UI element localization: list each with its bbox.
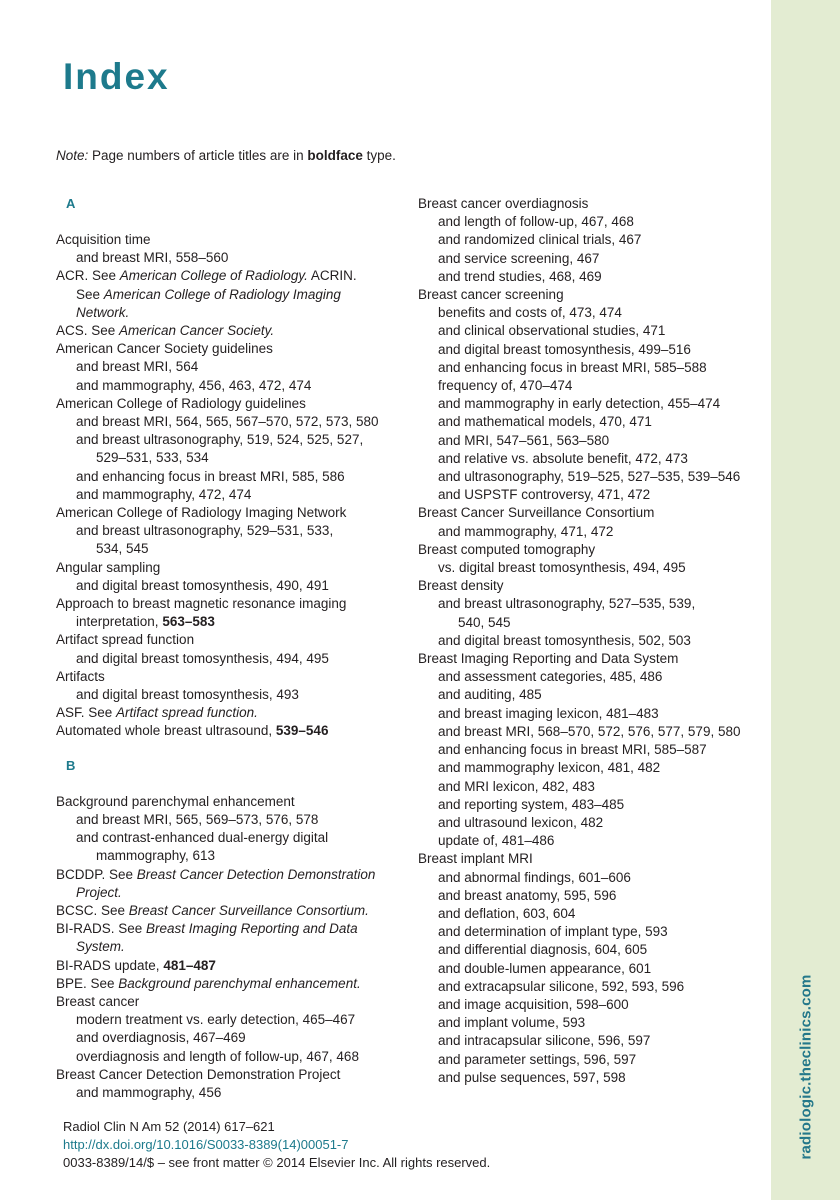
entry-crossref: Background parenchymal enhancement. (118, 975, 361, 991)
index-subentry: and breast MRI, 564 (76, 359, 199, 375)
index-subentry: and mammography, 471, 472 (438, 523, 614, 539)
index-subentry: and breast MRI, 565, 569–573, 576, 578 (76, 811, 319, 827)
index-subentry: and mammography in early detection, 455–474 (438, 396, 721, 412)
index-subentry: and breast anatomy, 595, 596 (438, 887, 617, 903)
index-entry: Angular sampling (56, 559, 161, 575)
index-entry: Breast density (418, 578, 504, 594)
journal-citation: Radiol Clin N Am 52 (2014) 617–621 (63, 1119, 275, 1134)
index-subentry: and clinical observational studies, 471 (438, 323, 666, 339)
note-text-2: type. (362, 148, 396, 163)
index-subentry: and enhancing focus in breast MRI, 585, 586 (76, 468, 345, 484)
entry-crossref: Breast Cancer Detection Demonstration (136, 866, 376, 882)
page-title: Index (63, 56, 170, 97)
index-entry (56, 704, 401, 722)
index-subentry: and MRI, 547–561, 563–580 (438, 432, 610, 448)
entry-text: BCSC. See (56, 902, 129, 918)
index-entry-continued (56, 286, 401, 304)
index-entry: Breast Imaging Reporting and Data System (418, 651, 679, 667)
section-letter-a: A (66, 196, 76, 211)
entry-crossref: American College of Radiology Imaging (103, 286, 341, 302)
index-entry (56, 866, 401, 884)
index-entry: Breast cancer screening (418, 287, 564, 303)
index-subentry: and deflation, 603, 604 (438, 905, 576, 921)
index-entry: Artifact spread function (56, 632, 195, 648)
index-subentry: and breast imaging lexicon, 481–483 (438, 705, 659, 721)
entry-text: ASF. See (56, 705, 117, 721)
entry-crossref: Breast Imaging Reporting and Data (146, 921, 358, 937)
index-subentry-continued: 540, 545 (458, 614, 511, 630)
section-letter-b: B (66, 757, 76, 773)
index-entry: Breast implant MRI (418, 851, 533, 867)
index-subentry: and mammography, 472, 474 (76, 486, 252, 502)
note-bold: boldface (307, 148, 363, 163)
index-entry: Breast cancer (56, 993, 140, 1009)
entry-text: Automated whole breast ultrasound, (56, 723, 276, 739)
index-subentry: and digital breast tomosynthesis, 502, 503 (438, 632, 691, 648)
index-subentry: and double-lumen appearance, 601 (438, 960, 652, 976)
index-subentry-continued: 529–531, 533, 534 (96, 450, 209, 466)
index-subentry: and contrast-enhanced dual-energy digital (76, 830, 329, 846)
index-subentry: and extracapsular silicone, 592, 593, 596 (438, 978, 685, 994)
index-entry-continued (56, 938, 401, 956)
index-subentry: frequency of, 470–474 (438, 378, 573, 394)
index-subentry: and relative vs. absolute benefit, 472, 473 (438, 450, 688, 466)
entry-text: See (76, 286, 104, 302)
index-subentry: and assessment categories, 485, 486 (438, 669, 663, 685)
doi-link[interactable]: http://dx.doi.org/10.1016/S0033-8389(14)00051-7 (63, 1137, 349, 1152)
index-subentry-continued: mammography, 613 (96, 848, 216, 864)
index-subentry: and digital breast tomosynthesis, 494, 495 (76, 650, 329, 666)
index-subentry: update of, 481–486 (438, 833, 555, 849)
index-subentry: and USPSTF controversy, 471, 472 (438, 487, 651, 503)
index-subentry: and breast MRI, 564, 565, 567–570, 572, 573, 580 (76, 414, 379, 430)
index-subentry: and implant volume, 593 (438, 1015, 586, 1031)
article-pages: 539–546 (275, 723, 329, 739)
index-column-right (418, 195, 763, 1087)
index-subentry: and breast MRI, 558–560 (76, 250, 229, 266)
index-subentry: and breast ultrasonography, 519, 524, 525, 527, (76, 432, 364, 448)
index-entry (56, 902, 401, 920)
page-footer (63, 1118, 490, 1172)
index-subentry: and reporting system, 483–485 (438, 796, 625, 812)
entry-text: BI-RADS. See (56, 921, 147, 937)
index-entry (56, 957, 401, 975)
index-subentry: and ultrasonography, 519–525, 527–535, 539–546 (438, 469, 741, 485)
index-subentry: overdiagnosis and length of follow-up, 467, 468 (76, 1048, 359, 1064)
index-subentry: benefits and costs of, 473, 474 (438, 305, 622, 321)
index-subentry: and enhancing focus in breast MRI, 585–588 (438, 359, 707, 375)
entry-crossref: Artifact spread function. (116, 705, 258, 721)
index-subentry: and digital breast tomosynthesis, 499–516 (438, 341, 691, 357)
index-subentry: and digital breast tomosynthesis, 490, 491 (76, 577, 329, 593)
index-subentry: and ultrasound lexicon, 482 (438, 814, 604, 830)
index-note (56, 148, 396, 163)
entry-text: BPE. See (56, 975, 119, 991)
index-entry: Breast Cancer Surveillance Consortium (418, 505, 655, 521)
index-subentry: and mathematical models, 470, 471 (438, 414, 652, 430)
index-entry: American College of Radiology Imaging Network (56, 505, 347, 521)
index-subentry: and mammography lexicon, 481, 482 (438, 760, 661, 776)
index-subentry: and auditing, 485 (438, 687, 542, 703)
index-subentry: vs. digital breast tomosynthesis, 494, 495 (438, 560, 686, 576)
index-subentry: and mammography, 456 (76, 1084, 222, 1100)
index-subentry: and intracapsular silicone, 596, 597 (438, 1033, 651, 1049)
entry-text: ACRIN. (307, 268, 357, 284)
index-subentry: and overdiagnosis, 467–469 (76, 1030, 246, 1046)
index-subentry: and randomized clinical trials, 467 (438, 232, 642, 248)
index-entry: Acquisition time (56, 232, 151, 247)
index-entry (56, 920, 401, 938)
article-pages: 481–487 (163, 957, 216, 973)
entry-text: BI-RADS update, (56, 957, 164, 973)
index-subentry: and length of follow-up, 467, 468 (438, 214, 634, 230)
index-subentry: and determination of implant type, 593 (438, 924, 668, 940)
entry-text: ACS. See (56, 323, 120, 339)
entry-crossref: Network. (76, 304, 130, 320)
index-subentry: and image acquisition, 598–600 (438, 996, 629, 1012)
index-entry (56, 267, 401, 285)
entry-crossref: American Cancer Society. (119, 323, 275, 339)
index-entry: Approach to breast magnetic resonance imaging (56, 596, 347, 612)
index-subentry: and parameter settings, 596, 597 (438, 1051, 637, 1067)
index-entry-continued (56, 304, 401, 322)
index-entry: American College of Radiology guidelines (56, 395, 306, 411)
index-entry (56, 322, 401, 340)
index-entry-continued (56, 613, 401, 631)
entry-crossref: American College of Radiology. (119, 268, 308, 284)
index-subentry: and differential diagnosis, 604, 605 (438, 942, 648, 958)
note-prefix: Note: (56, 148, 89, 163)
index-subentry: and pulse sequences, 597, 598 (438, 1069, 626, 1085)
index-subentry: and abnormal findings, 601–606 (438, 869, 631, 885)
copyright-notice: 0033-8389/14/$ – see front matter © 2014 Elsevier Inc. All rights reserved. (63, 1155, 491, 1170)
index-entry (56, 722, 401, 740)
index-entry (56, 975, 401, 993)
index-subentry: and enhancing focus in breast MRI, 585–587 (438, 742, 707, 758)
index-entry: American Cancer Society guidelines (56, 341, 273, 357)
index-entry: Breast cancer overdiagnosis (418, 196, 589, 211)
index-subentry: and trend studies, 468, 469 (438, 268, 602, 284)
index-entry: Artifacts (56, 668, 105, 684)
index-entry-continued (56, 884, 401, 902)
entry-text: ACR. See (56, 268, 120, 284)
index-column-left (56, 195, 401, 1102)
note-text-1: Page numbers of article titles are in (88, 148, 308, 163)
index-entry: Breast Cancer Detection Demonstration Project (56, 1066, 341, 1082)
index-subentry: and breast ultrasonography, 529–531, 533, (76, 523, 334, 539)
journal-url: radiologic.theclinics.com (797, 974, 815, 1160)
index-subentry: and breast ultrasonography, 527–535, 539, (438, 596, 696, 612)
index-subentry: and mammography, 456, 463, 472, 474 (76, 377, 312, 393)
entry-crossref: Project. (76, 884, 122, 900)
index-subentry: and digital breast tomosynthesis, 493 (76, 687, 299, 703)
entry-text: BCDDP. See (56, 866, 137, 882)
index-entry: Background parenchymal enhancement (56, 793, 295, 809)
entry-crossref: Breast Cancer Surveillance Consortium. (128, 902, 369, 918)
entry-crossref: System. (76, 939, 125, 955)
index-subentry: and MRI lexicon, 482, 483 (438, 778, 595, 794)
index-subentry: and breast MRI, 568–570, 572, 576, 577, 579, 580 (438, 723, 741, 739)
index-subentry-continued: 534, 545 (96, 541, 149, 557)
article-pages: 563–583 (162, 614, 215, 630)
entry-text: interpretation, (76, 614, 163, 630)
index-subentry: modern treatment vs. early detection, 465–467 (76, 1012, 356, 1028)
index-subentry: and service screening, 467 (438, 250, 600, 266)
index-entry: Breast computed tomography (418, 541, 596, 557)
